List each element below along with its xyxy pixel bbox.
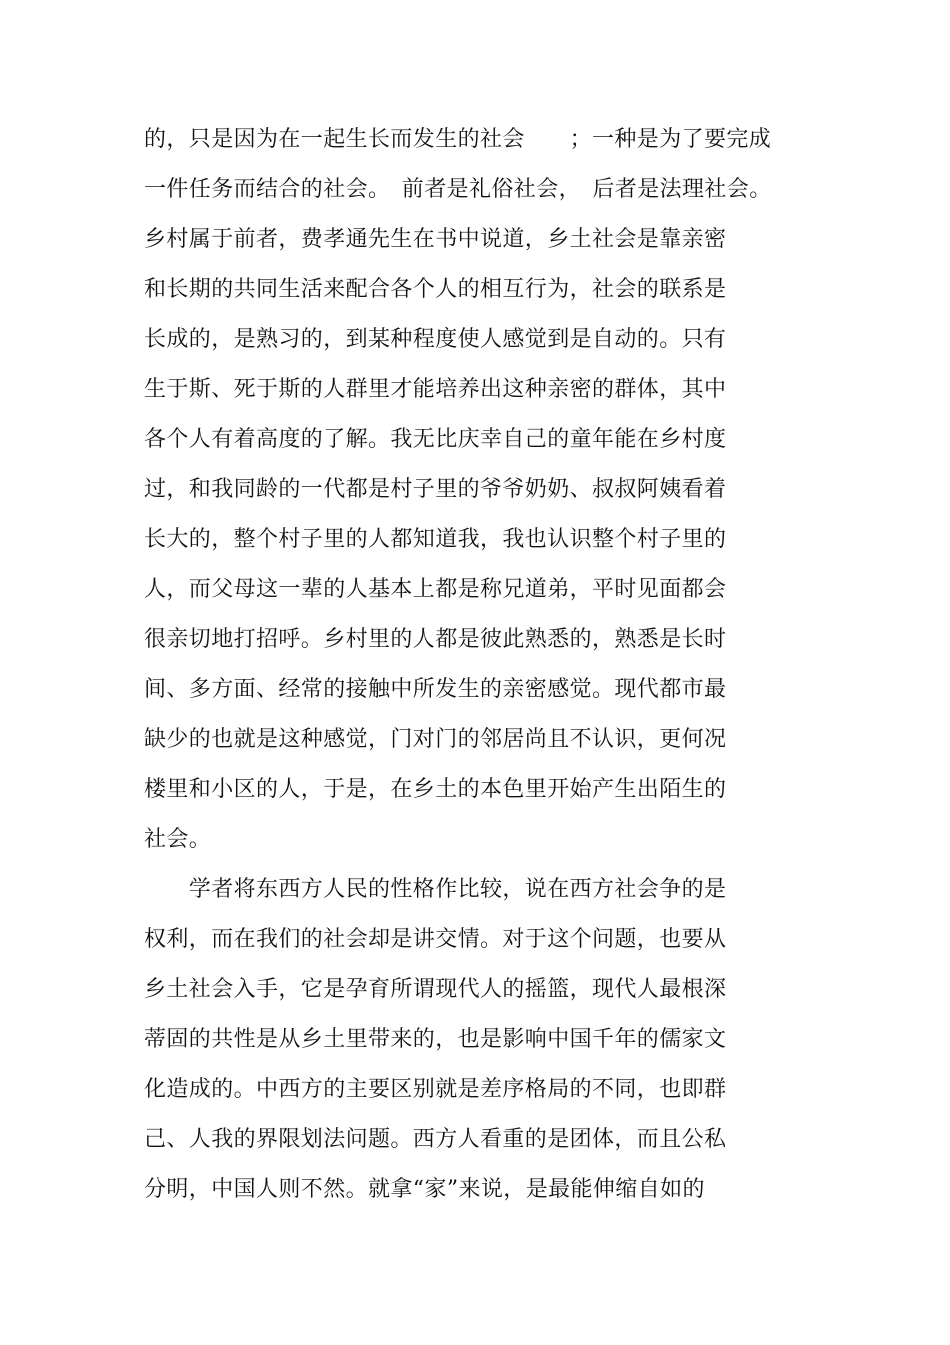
text-line: 人，而父母这一辈的人基本上都是称兄道弟，平时见面都会 <box>144 577 727 602</box>
text-line: 很亲切地打招呼。乡村里的人都是彼此熟悉的，熟悉是长时 <box>144 627 727 652</box>
text-line: 过，和我同龄的一代都是村子里的爷爷奶奶、叔叔阿姨看着 <box>144 477 727 502</box>
text-line: 和长期的共同生活来配合各个人的相互行为，社会的联系是 <box>144 277 727 302</box>
text-line: 乡土社会入手，它是孕育所谓现代人的摇篮，现代人最根深 <box>144 977 727 1002</box>
text-line: 分明，中国人则不然。就拿“家”来说，是最能伸缩自如的 <box>144 1177 705 1202</box>
text-line: 楼里和小区的人，于是，在乡土的本色里开始产生出陌生的 <box>144 777 727 802</box>
text-line: 长成的，是熟习的，到某种程度使人感觉到是自动的。只有 <box>144 327 727 352</box>
text-line: 乡村属于前者，费孝通先生在书中说道，乡土社会是靠亲密 <box>144 227 727 252</box>
text-line: 缺少的也就是这种感觉，门对门的邻居尚且不认识，更何况 <box>144 727 727 752</box>
text-line: 间、多方面、经常的接触中所发生的亲密感觉。现代都市最 <box>144 677 727 702</box>
text-line: 蒂固的共性是从乡土里带来的，也是影响中国千年的儒家文 <box>144 1027 727 1052</box>
text-line: 生于斯、死于斯的人群里才能培养出这种亲密的群体，其中 <box>144 377 727 402</box>
text-line: 的，只是因为在一起生长而发生的社会 ；一种是为了要完成 <box>144 127 772 152</box>
text-line: 学者将东西方人民的性格作比较，说在西方社会争的是 <box>144 877 727 902</box>
text-line: 一件任务而结合的社会。 前者是礼俗社会， 后者是法理社会。 <box>144 177 772 202</box>
text-line: 社会。 <box>144 827 212 852</box>
text-line: 化造成的。中西方的主要区别就是差序格局的不同，也即群 <box>144 1077 727 1102</box>
text-line: 长大的，整个村子里的人都知道我，我也认识整个村子里的 <box>144 527 727 552</box>
text-line: 权利，而在我们的社会却是讲交情。对于这个问题，也要从 <box>144 927 727 952</box>
text-line: 各个人有着高度的了解。我无比庆幸自己的童年能在乡村度 <box>144 427 727 452</box>
text-line: 己、人我的界限划法问题。西方人看重的是团体，而且公私 <box>144 1127 727 1152</box>
